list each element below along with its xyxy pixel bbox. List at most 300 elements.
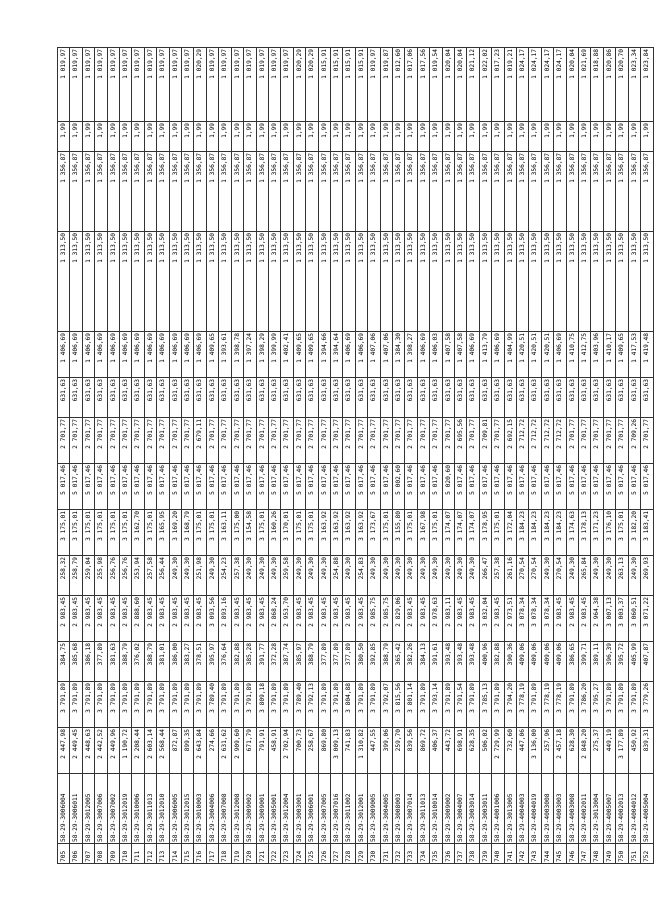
table-cell: 1,99	[541, 122, 553, 152]
table-cell: 58-29-3012004	[281, 774, 293, 844]
table-cell: 1 020,29	[194, 48, 206, 122]
table-cell: 741	[504, 844, 516, 864]
table-cell: 2 701,77	[492, 418, 504, 464]
table-cell: 5 017,46	[380, 464, 392, 510]
table-cell: 2 848,20	[579, 728, 591, 774]
table-cell: 2 712,72	[541, 418, 553, 464]
table-cell: 631,63	[306, 378, 318, 418]
table-cell: 1 313,50	[144, 232, 156, 332]
table-cell: 1 020,04	[566, 48, 578, 122]
table-cell: 1 407,58	[455, 332, 467, 378]
table-cell: 2 729,99	[492, 728, 504, 774]
table-cell: 1 024,17	[517, 48, 529, 122]
table-cell: 2 701,77	[231, 418, 243, 464]
table-cell: 2 709,26	[628, 418, 640, 464]
table-cell: 631,63	[392, 378, 404, 418]
table-cell: 1 019,97	[256, 48, 268, 122]
table-row	[566, 48, 578, 864]
table-cell: 1 356,87	[318, 152, 330, 232]
table-cell: 1,99	[268, 122, 280, 152]
table-cell: 721	[256, 844, 268, 864]
table-row	[318, 48, 330, 864]
table-cell: 3 791,89	[95, 682, 107, 728]
table-cell: 631,63	[579, 378, 591, 418]
table-cell: 1 020,29	[293, 48, 305, 122]
table-cell: 1 313,50	[58, 232, 70, 332]
table-cell: 2 983,11	[442, 596, 454, 642]
table-cell: 1 356,87	[157, 152, 169, 232]
table-row	[368, 48, 380, 864]
table-cell: 1 406,69	[194, 332, 206, 378]
table-cell: 3 791,89	[169, 682, 181, 728]
table-cell: 631,63	[492, 378, 504, 418]
table-cell: 724	[293, 844, 305, 864]
table-cell: 1,99	[169, 122, 181, 152]
table-cell: 381,63	[107, 642, 119, 682]
table-cell: 3 791,89	[157, 682, 169, 728]
table-cell: 727	[330, 844, 342, 864]
table-cell: 711	[132, 844, 144, 864]
table-cell: 1 021,12	[467, 48, 479, 122]
table-cell: 1,99	[355, 122, 367, 152]
table-row	[107, 48, 119, 864]
table-cell: 1 313,50	[330, 232, 342, 332]
table-cell: 1,99	[616, 122, 628, 152]
table-cell: 3 791,89	[318, 682, 330, 728]
table-cell: 269,93	[641, 556, 653, 596]
table-cell: 710	[120, 844, 132, 864]
table-cell: 2 701,77	[566, 418, 578, 464]
table-cell: 400,96	[479, 642, 491, 682]
table-cell: 3 175,01	[194, 510, 206, 556]
table-cell: 3 791,89	[70, 682, 82, 728]
table-cell: 631,63	[107, 378, 119, 418]
table-cell: 723	[281, 844, 293, 864]
table-cell: 249,30	[430, 556, 442, 596]
table-cell: 58-29-3012015	[182, 774, 194, 844]
table-cell: 3 791,89	[244, 682, 256, 728]
table-cell: 631,63	[628, 378, 640, 418]
table-cell: 2 983,45	[343, 596, 355, 642]
table-cell: 2 695,56	[455, 418, 467, 464]
table-cell: 389,11	[591, 642, 603, 682]
table-cell: 631,63	[405, 378, 417, 418]
table-cell: 1 019,54	[430, 48, 442, 122]
table-cell: 1 356,87	[107, 152, 119, 232]
table-cell: 3 003,37	[616, 596, 628, 642]
table-cell: 249,30	[318, 556, 330, 596]
table-cell: 3 175,01	[430, 510, 442, 556]
table-cell: 256,76	[120, 556, 132, 596]
table-cell: 1 407,06	[380, 332, 392, 378]
table-cell: 249,30	[268, 556, 280, 596]
table-cell: 1 394,64	[330, 332, 342, 378]
table-cell: 254,88	[330, 556, 342, 596]
table-cell: 1 313,50	[380, 232, 392, 332]
table-cell: 3 174,63	[566, 510, 578, 556]
table-cell: 5 017,46	[194, 464, 206, 510]
table-cell: 3 154,58	[244, 510, 256, 556]
table-cell: 1,99	[368, 122, 380, 152]
table-cell: 3 791,89	[82, 682, 94, 728]
table-cell: 713	[157, 844, 169, 864]
table-cell: 5 017,46	[455, 464, 467, 510]
table-cell: 2 964,38	[591, 596, 603, 642]
table-cell: 631,63	[467, 378, 479, 418]
table-cell: 393,48	[442, 642, 454, 682]
table-cell: 631,63	[566, 378, 578, 418]
table-cell: 631,63	[603, 378, 615, 418]
table-cell: 2 701,77	[405, 418, 417, 464]
table-cell: 2 983,45	[405, 596, 417, 642]
table-cell: 1,99	[132, 122, 144, 152]
table-cell: 1,99	[467, 122, 479, 152]
table-cell: 3 791,89	[628, 682, 640, 728]
table-cell: 2 701,77	[616, 418, 628, 464]
table-cell: 2 631,62	[219, 728, 231, 774]
table-cell: 3 169,20	[169, 510, 181, 556]
table-cell: 3 791,89	[355, 682, 367, 728]
table-cell: 1 420,51	[541, 332, 553, 378]
table-cell: 3 791,89	[492, 682, 504, 728]
table-cell: 275,37	[591, 728, 603, 774]
table-row	[467, 48, 479, 864]
table-cell: 2 983,45	[293, 596, 305, 642]
table-cell: 270,54	[529, 556, 541, 596]
table-cell: 2 973,51	[504, 596, 516, 642]
data-table	[57, 47, 654, 864]
table-cell: 1 019,97	[157, 48, 169, 122]
table-cell: 1 313,50	[504, 232, 516, 332]
table-cell: 2 701,77	[417, 418, 429, 464]
table-cell: 2 978,63	[430, 596, 442, 642]
table-cell: 5 017,46	[231, 464, 243, 510]
table-cell: 3 060,51	[628, 596, 640, 642]
table-cell: 1 313,50	[169, 232, 181, 332]
table-cell: 5 017,46	[467, 464, 479, 510]
table-cell: 1 018,88	[591, 48, 603, 122]
table-cell: 266,47	[479, 556, 491, 596]
table-cell: 3 009,13	[330, 728, 342, 774]
table-row	[157, 48, 169, 864]
table-cell: 2 909,60	[231, 728, 243, 774]
table-cell: 1 313,50	[616, 232, 628, 332]
table-cell: 2 701,77	[157, 418, 169, 464]
table-cell: 390,36	[504, 642, 516, 682]
table-cell: 3 778,19	[517, 682, 529, 728]
table-cell: 409,06	[554, 642, 566, 682]
table-cell: 1 019,97	[182, 48, 194, 122]
table-cell: 1 356,87	[467, 152, 479, 232]
table-row	[268, 48, 280, 864]
table-cell: 705	[58, 844, 70, 864]
table-cell: 1 313,50	[455, 232, 467, 332]
table-cell: 1 313,50	[132, 232, 144, 332]
table-cell: 2 983,45	[182, 596, 194, 642]
table-cell: 58-29-4002013	[616, 774, 628, 844]
table-cell: 1,99	[244, 122, 256, 152]
table-cell: 5 017,46	[368, 464, 380, 510]
table-cell: 249,30	[256, 556, 268, 596]
table-cell: 1 398,78	[231, 332, 243, 378]
table-cell: 1 356,87	[479, 152, 491, 232]
table-cell: 1 024,17	[541, 48, 553, 122]
table-cell: 1 313,50	[231, 232, 243, 332]
table-cell: 3 791,89	[58, 682, 70, 728]
table-cell: 3 175,01	[616, 510, 628, 556]
table-cell: 631,63	[455, 378, 467, 418]
table-cell: 58-29-3012008	[231, 774, 243, 844]
table-cell: 1 019,97	[120, 48, 132, 122]
table-cell: 382,26	[405, 642, 417, 682]
table-cell: 631,63	[641, 378, 653, 418]
table-cell: 249,30	[455, 556, 467, 596]
table-cell: 1,99	[107, 122, 119, 152]
table-cell: 2 692,15	[504, 418, 516, 464]
table-cell: 2 868,24	[268, 596, 280, 642]
table-cell: 365,42	[392, 642, 404, 682]
table-cell: 731	[380, 844, 392, 864]
table-cell: 1 019,97	[82, 48, 94, 122]
table-cell: 631,63	[182, 378, 194, 418]
table-cell: 377,89	[95, 642, 107, 682]
table-cell: 1 356,87	[219, 152, 231, 232]
table-cell: 384,75	[58, 642, 70, 682]
table-cell: 1 019,97	[169, 48, 181, 122]
table-cell: 1,99	[417, 122, 429, 152]
table-cell: 2 712,72	[554, 418, 566, 464]
table-cell: 2 712,72	[517, 418, 529, 464]
table-cell: 5 017,46	[529, 464, 541, 510]
table-cell: 1 313,50	[306, 232, 318, 332]
table-cell: 2 701,77	[430, 418, 442, 464]
table-cell: 2 568,44	[157, 728, 169, 774]
table-cell: 1 019,97	[219, 48, 231, 122]
table-cell: 386,00	[169, 642, 181, 682]
table-cell: 58-29-4002011	[579, 774, 591, 844]
table-cell: 3 815,56	[392, 682, 404, 728]
table-cell: 1 394,66	[318, 332, 330, 378]
table-cell: 1 406,69	[144, 332, 156, 378]
table-cell: 58-29-3009001	[256, 774, 268, 844]
table-cell: 1 023,34	[628, 48, 640, 122]
table-row	[529, 48, 541, 864]
table-cell: 3 176,10	[603, 510, 615, 556]
table-cell: 631,63	[479, 378, 491, 418]
table-cell: 2 701,77	[58, 418, 70, 464]
table-cell: 1,99	[182, 122, 194, 152]
table-cell: 1 313,50	[182, 232, 194, 332]
table-cell: 748	[591, 844, 603, 864]
table-cell: 3 136,00	[529, 728, 541, 774]
table-cell: 1 356,87	[169, 152, 181, 232]
table-cell: 388,79	[144, 642, 156, 682]
table-cell: 1 356,87	[95, 152, 107, 232]
table-cell: 2 983,45	[157, 596, 169, 642]
table-cell: 249,30	[343, 556, 355, 596]
table-cell: 5 017,46	[169, 464, 181, 510]
table-cell: 2 701,77	[169, 418, 181, 464]
table-cell: 631,63	[343, 378, 355, 418]
table-cell: 58-29-4003008	[541, 774, 553, 844]
table-cell: 1 313,50	[368, 232, 380, 332]
table-cell: 747	[579, 844, 591, 864]
table-cell: 1 406,69	[95, 332, 107, 378]
table-cell: 3 175,01	[82, 510, 94, 556]
table-cell: 5 017,46	[330, 464, 342, 510]
table-cell: 750	[616, 844, 628, 864]
table-cell: 741,83	[343, 728, 355, 774]
table-row	[82, 48, 94, 864]
table-cell: 251,98	[194, 556, 206, 596]
table-cell: 449,19	[603, 728, 615, 774]
table-row	[405, 48, 417, 864]
table-cell: 1 356,87	[603, 152, 615, 232]
table-cell: 1 313,50	[603, 232, 615, 332]
table-cell: 1 356,87	[529, 152, 541, 232]
table-cell: 1,99	[442, 122, 454, 152]
table-cell: 1,99	[157, 122, 169, 152]
table-cell: 872,87	[169, 728, 181, 774]
table-cell: 1 356,87	[330, 152, 342, 232]
table-cell: 1 313,50	[120, 232, 132, 332]
table-cell: 58-29-3003011	[479, 774, 491, 844]
table-cell: 3 173,67	[368, 510, 380, 556]
table-cell: 1 356,87	[70, 152, 82, 232]
table-cell: 1 356,87	[182, 152, 194, 232]
table-cell: 719	[231, 844, 243, 864]
table-cell: 3 791,89	[194, 682, 206, 728]
table-cell: 249,30	[169, 556, 181, 596]
table-cell: 725	[306, 844, 318, 864]
table-cell: 631,63	[58, 378, 70, 418]
table-cell: 257,38	[231, 556, 243, 596]
table-cell: 2 983,45	[492, 596, 504, 642]
table-row	[392, 48, 404, 864]
table-cell: 1 313,50	[405, 232, 417, 332]
table-cell: 1 024,17	[554, 48, 566, 122]
table-cell: 1 356,87	[492, 152, 504, 232]
table-cell: 740	[492, 844, 504, 864]
table-row	[206, 48, 218, 864]
table-cell: 1 356,87	[380, 152, 392, 232]
table-body	[58, 48, 654, 864]
table-cell: 1 356,87	[293, 152, 305, 232]
table-cell: 1 409,65	[293, 332, 305, 378]
table-row	[95, 48, 107, 864]
table-cell: 1 356,87	[504, 152, 516, 232]
table-cell: 1 313,50	[293, 232, 305, 332]
table-cell: 1,99	[554, 122, 566, 152]
table-cell: 631,63	[132, 378, 144, 418]
table-cell: 2 983,45	[256, 596, 268, 642]
table-cell: 257,96	[541, 728, 553, 774]
table-cell: 1 012,60	[392, 48, 404, 122]
table-cell: 274,66	[206, 728, 218, 774]
table-cell: 377,89	[330, 642, 342, 682]
table-cell: 720	[244, 844, 256, 864]
table-cell: 3 791,89	[616, 682, 628, 728]
table-cell: 1 406,69	[169, 332, 181, 378]
table-cell: 3 809,18	[256, 682, 268, 728]
table-cell: 1 313,50	[628, 232, 640, 332]
table-cell: 406,37	[430, 728, 442, 774]
table-cell: 58-29-4001006	[492, 774, 504, 844]
table-cell: 1 406,69	[343, 332, 355, 378]
table-cell: 1 015,91	[318, 48, 330, 122]
table-cell: 1 356,87	[455, 152, 467, 232]
table-cell: 376,02	[132, 642, 144, 682]
table-cell: 5 002,60	[392, 464, 404, 510]
table-cell: 58-29-3011013	[417, 774, 429, 844]
table-cell: 2 701,77	[107, 418, 119, 464]
table-row	[306, 48, 318, 864]
table-cell: 631,63	[529, 378, 541, 418]
rotated-page	[57, 49, 662, 864]
table-cell: 1 313,50	[479, 232, 491, 332]
table-cell: 631,63	[268, 378, 280, 418]
table-cell: 3 163,92	[343, 510, 355, 556]
table-cell: 714	[169, 844, 181, 864]
table-cell: 1 356,87	[194, 152, 206, 232]
table-cell: 58-29-3006005	[169, 774, 181, 844]
table-cell: 3 078,34	[517, 596, 529, 642]
table-cell: 3 175,01	[293, 510, 305, 556]
table-cell: 384,13	[417, 642, 429, 682]
table-cell: 1 406,69	[355, 332, 367, 378]
table-cell: 1 017,06	[405, 48, 417, 122]
table-cell: 3 778,19	[554, 682, 566, 728]
table-cell: 1 406,69	[417, 332, 429, 378]
table-cell: 3 791,89	[368, 682, 380, 728]
table-cell: 2 701,77	[132, 418, 144, 464]
table-cell: 5 017,46	[541, 464, 553, 510]
table-cell: 1,99	[603, 122, 615, 152]
table-cell: 261,16	[504, 556, 516, 596]
table-cell: 5 017,46	[132, 464, 144, 510]
table-cell: 58-29-3011013	[144, 774, 156, 844]
table-cell: 3 183,41	[641, 510, 653, 556]
table-cell: 2 643,84	[194, 728, 206, 774]
table-cell: 1,99	[58, 122, 70, 152]
table-row	[591, 48, 603, 864]
table-cell: 1 313,50	[417, 232, 429, 332]
table-cell: 1 356,87	[392, 152, 404, 232]
table-cell: 249,30	[206, 556, 218, 596]
table-cell: 1 356,87	[144, 152, 156, 232]
table-cell: 1 420,51	[517, 332, 529, 378]
table-cell: 698,91	[455, 728, 467, 774]
table-cell: 5 017,46	[417, 464, 429, 510]
table-cell: 1,99	[318, 122, 330, 152]
table-cell: 5 017,46	[219, 464, 231, 510]
table-row	[231, 48, 243, 864]
table-cell: 386,65	[566, 642, 578, 682]
table-cell: 2 701,77	[467, 418, 479, 464]
table-cell: 3 184,23	[529, 510, 541, 556]
table-cell: 1 313,50	[529, 232, 541, 332]
table-cell: 2 983,45	[58, 596, 70, 642]
table-cell: 2 701,77	[281, 418, 293, 464]
table-cell: 391,77	[256, 642, 268, 682]
table-row	[442, 48, 454, 864]
table-cell: 1 313,50	[318, 232, 330, 332]
table-cell: 742	[517, 844, 529, 864]
table-cell: 1 020,86	[603, 48, 615, 122]
table-cell: 631,63	[541, 378, 553, 418]
table-cell: 5 017,46	[58, 464, 70, 510]
table-cell: 2 985,75	[380, 596, 392, 642]
